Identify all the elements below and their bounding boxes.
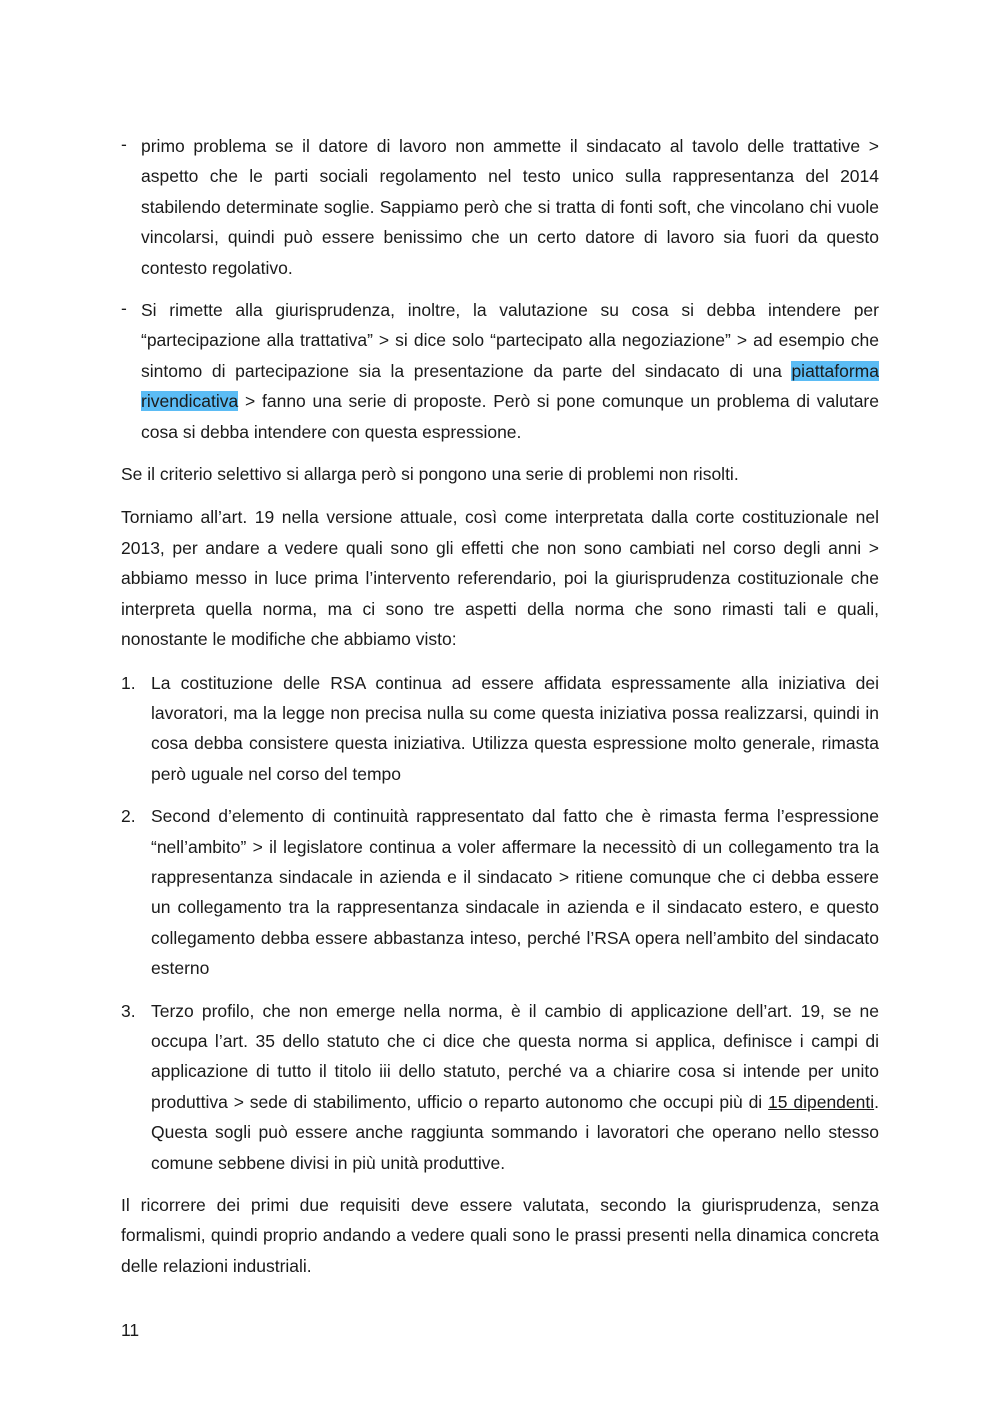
bullet-item [121,131,879,283]
bullet-mark: - [121,134,127,154]
paragraph: Torniamo all’art. 19 nella versione attuale, così come interpretata dalla corte costituzionale nel 2013, per andare a vedere quali sono gli effetti che non sono cambiati nel corso degli anni > abbiamo messo in luce prima l’intervento referendario, poi la giurisprudenza costituzionale che interpreta quella norma, ma ci sono tre aspetti della norma che sono rimasti tali e quali, nonostante le modifiche che abbiamo visto: [121,507,879,650]
item-number: 2. [121,806,136,827]
numbered-item [121,996,879,1178]
highlighted-text[interactable]: piattaforma rivendicativa [141,360,879,412]
item-number: 1. [121,672,136,693]
bullet-mark: - [121,298,127,319]
paragraph: Se il criterio selettivo si allarga però si pongono una serie di problemi non risolti. [121,464,739,485]
page-number: 11 [121,1320,140,1340]
bullet-text [141,295,879,447]
item-text [151,996,879,1178]
paragraph: Il ricorrere dei primi due requisiti deve essere valutata, secondo la giurisprudenza, senza formalismi, quindi proprio andando a vedere quali sono le prassi presenti nella dinamica concreta delle relazioni industriali. [121,1195,879,1276]
text-segment: . Questa sogli può essere anche raggiunta sommando i lavoratori che operano nello stesso comune sebbene divisi in più unità produttive. [151,1091,879,1173]
item-text: Second d’elemento di continuità rappresentato dal fatto che è rimasta ferma l’espressione “nell’ambito” > il legislatore continua a voler affermare la necessitò di un collegamento tra la rappresentanza sindacale in azienda e il sindacato > ritiene comunque che ci debba essere un collegamento tra la rappresentanza sindacale in azienda e il sindacato estero, e questo collegamento debba essere abbastanza inteso, perché l’RSA opera nell’ambito del sindacato esterno [151,806,879,979]
numbered-item [121,801,879,983]
item-number: 3. [121,1000,136,1021]
text-segment: > fanno una serie di proposte. Però si pone comunque un problema di valutare cosa si debba intendere con questa espressione. [141,391,879,442]
text-segment: Terzo profilo, che non emerge nella norma, è il cambio di applicazione dell’art. 19, se ne occupa l’art. 35 dello statuto che ci dice che questa norma si applica, definisce i campi di applicazione di tutto il titolo iii dello statuto, perché va a chiarire cosa si intende per unito produttiva > sede di stabilimento, ufficio o reparto autonomo che occupi più di [151,1000,879,1112]
bullet-text: primo problema se il datore di lavoro non ammette il sindacato al tavolo delle trattative > aspetto che le parti sociali regolamento nel testo unico sulla rappresentanza del 2014 stabilendo determinate soglie. Sappiamo però che si tratta di fonti soft, che vincolano chi vuole vincolarsi, quindi può essere benissimo che un certo datore di lavoro sia fuori da questo contesto regolativo. [141,136,879,278]
bullet-item [121,295,879,447]
numbered-item [121,668,879,790]
text-segment: Si rimette alla giurisprudenza, inoltre, la valutazione su cosa si debba intendere per “partecipazione alla trattativa” > si dice solo “partecipato alla negoziazione” > ad esempio che sintomo di partecipazione sia la presentazione da parte del sindacato di una [141,300,879,381]
item-text: La costituzione delle RSA continua ad essere affidata espressamente alla iniziativa dei lavoratori, ma la legge non precisa nulla su come questa iniziativa possa realizzarsi, quindi in cosa debba consistere questa iniziativa. Utilizza questa espressione molto generale, rimasta però uguale nel corso del tempo [151,672,879,784]
page-content [121,131,879,1294]
underlined-text: 15 dipendenti [768,1091,875,1112]
